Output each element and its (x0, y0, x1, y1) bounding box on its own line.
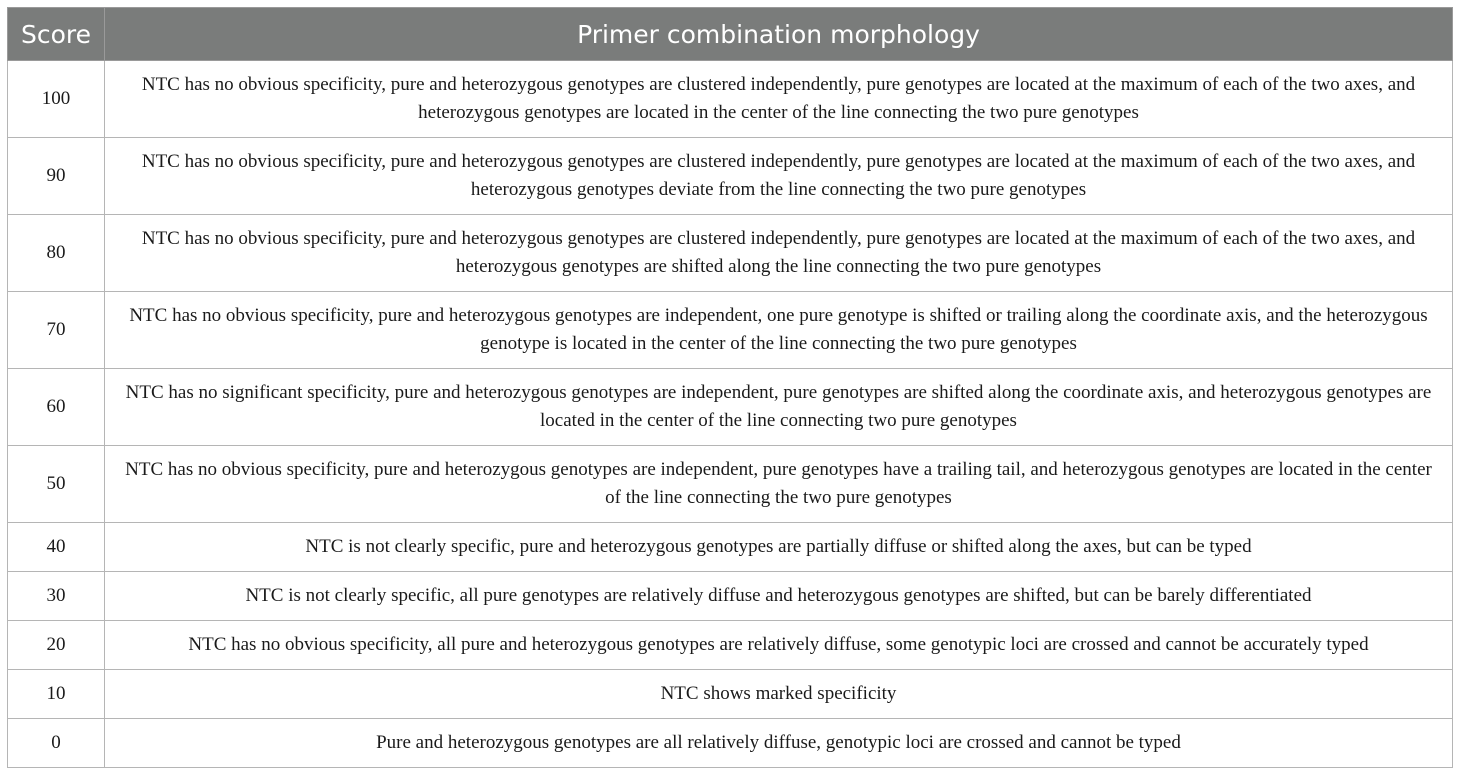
table-row (8, 369, 1453, 446)
morphology-cell: NTC is not clearly specific, pure and heterozygous genotypes are partially diffuse or shifted along the axes, but can be typed (105, 523, 1453, 572)
morphology-cell: NTC has no obvious specificity, all pure and heterozygous genotypes are relatively diffuse, some genotypic loci are crossed and cannot be accurately typed (105, 621, 1453, 670)
header-morphology: Primer combination morphology (105, 8, 1453, 61)
morphology-cell: NTC is not clearly specific, all pure genotypes are relatively diffuse and heterozygous genotypes are shifted, but can be barely differentiated (105, 572, 1453, 621)
score-cell: 0 (8, 719, 105, 768)
morphology-cell: NTC has no obvious specificity, pure and heterozygous genotypes are clustered independently, pure genotypes are located at the maximum of each of the two axes, and heterozygous genotypes are located in the center of the line connecting the two pure genotypes (105, 61, 1453, 138)
score-cell: 30 (8, 572, 105, 621)
table-row (8, 446, 1453, 523)
score-cell: 80 (8, 215, 105, 292)
table-row (8, 621, 1453, 670)
score-cell: 50 (8, 446, 105, 523)
score-cell: 10 (8, 670, 105, 719)
score-cell: 60 (8, 369, 105, 446)
table-row (8, 61, 1453, 138)
morphology-cell: NTC has no obvious specificity, pure and heterozygous genotypes are clustered independently, pure genotypes are located at the maximum of each of the two axes, and heterozygous genotypes are shifted along the line connecting the two pure genotypes (105, 215, 1453, 292)
score-table-container (7, 7, 1453, 768)
score-cell: 90 (8, 138, 105, 215)
header-score: Score (8, 8, 105, 61)
table-row (8, 670, 1453, 719)
score-cell: 40 (8, 523, 105, 572)
morphology-cell: NTC has no obvious specificity, pure and heterozygous genotypes are clustered independently, pure genotypes are located at the maximum of each of the two axes, and heterozygous genotypes deviate from the line connecting the two pure genotypes (105, 138, 1453, 215)
table-header-row (8, 8, 1453, 61)
morphology-cell: NTC has no obvious specificity, pure and heterozygous genotypes are independent, pure genotypes have a trailing tail, and heterozygous genotypes are located in the center of the line connecting the two pure genotypes (105, 446, 1453, 523)
score-cell: 20 (8, 621, 105, 670)
table-row (8, 138, 1453, 215)
table-row (8, 719, 1453, 768)
table-row (8, 572, 1453, 621)
morphology-cell: NTC has no obvious specificity, pure and heterozygous genotypes are independent, one pure genotype is shifted or trailing along the coordinate axis, and the heterozygous genotype is located in the center of the line connecting the two pure genotypes (105, 292, 1453, 369)
table-row (8, 215, 1453, 292)
morphology-cell: Pure and heterozygous genotypes are all relatively diffuse, genotypic loci are crossed and cannot be typed (105, 719, 1453, 768)
score-cell: 100 (8, 61, 105, 138)
table-row (8, 523, 1453, 572)
morphology-cell: NTC has no significant specificity, pure and heterozygous genotypes are independent, pure genotypes are shifted along the coordinate axis, and heterozygous genotypes are located in the center of the line connecting two pure genotypes (105, 369, 1453, 446)
score-table (7, 7, 1453, 768)
morphology-cell: NTC shows marked specificity (105, 670, 1453, 719)
score-cell: 70 (8, 292, 105, 369)
table-row (8, 292, 1453, 369)
